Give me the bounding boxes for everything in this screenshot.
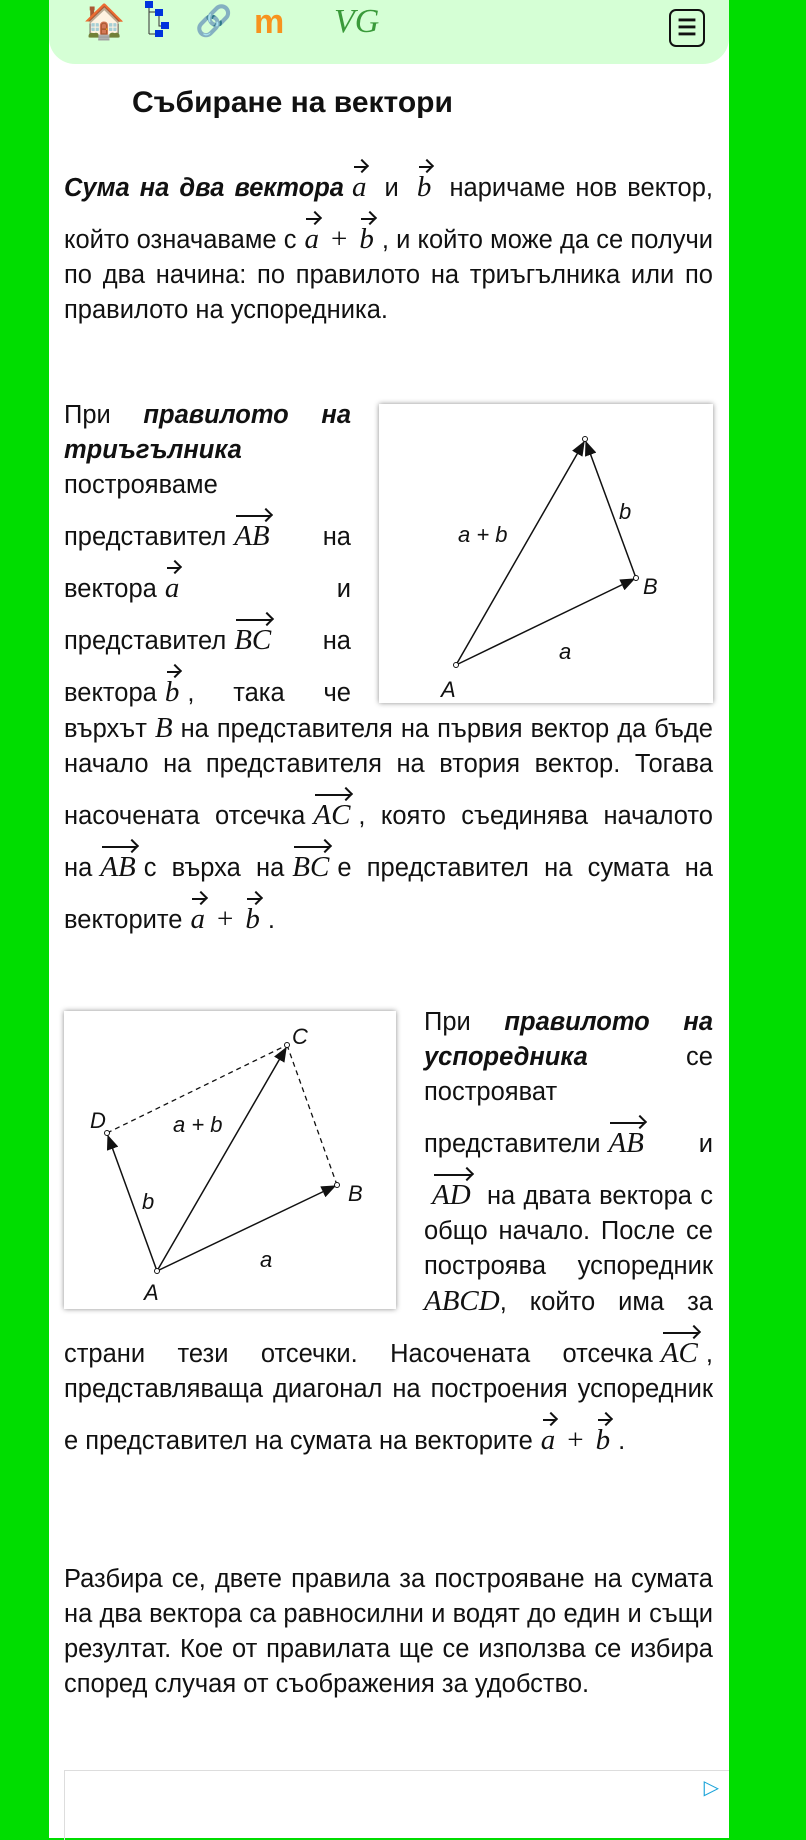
text: , която съединява началото на: [64, 802, 713, 882]
adchoices-icon[interactable]: ▷: [703, 1777, 719, 1799]
point-d: D: [90, 1108, 106, 1133]
label-a: a: [559, 639, 572, 664]
text: на представителя на първия вектор да бъде начало на представителя на втория вектор. Тогава насочената отсечка: [64, 715, 713, 830]
vector-bc: BC: [292, 834, 329, 882]
text: се построяват представители: [424, 1043, 713, 1158]
text: и: [374, 174, 409, 202]
vector-ac: AC: [661, 1320, 698, 1368]
moodle-icon[interactable]: m: [254, 3, 285, 41]
label-a: a: [260, 1247, 273, 1272]
vg-logo[interactable]: VG: [334, 3, 380, 40]
text: и представител: [64, 575, 351, 655]
vector-ab: AB: [608, 1110, 643, 1158]
paragraph-parallelogram-rule: [64, 1005, 713, 1459]
label-b: b: [619, 499, 632, 524]
text: .: [267, 906, 275, 934]
vector-a: a: [541, 1407, 556, 1455]
plus: +: [330, 223, 348, 255]
plus: +: [216, 903, 234, 935]
point-c: C: [292, 1024, 308, 1049]
term: правилото на успоредника: [424, 1008, 713, 1071]
vector-b: b: [596, 1407, 611, 1455]
vector-a-arrow: [456, 579, 634, 665]
text: с върха на: [143, 854, 285, 882]
text: на вектора: [64, 627, 351, 707]
paragraph-triangle-rule: [64, 398, 713, 938]
page-title: Събиране на вектори: [132, 86, 453, 119]
parallelogram-rule-figure: [64, 1011, 396, 1309]
link-icon[interactable]: 🔗: [195, 5, 233, 38]
text: и: [651, 1130, 713, 1158]
home-icon[interactable]: 🏠: [83, 3, 126, 41]
paragraph-definition: [64, 154, 713, 328]
label-sum: a + b: [458, 522, 508, 547]
parallelogram-name: ABCD: [424, 1285, 500, 1317]
vector-a: a: [190, 886, 205, 934]
text: наричаме нов вектор, който означаваме с: [64, 174, 713, 254]
vector-a: a: [304, 206, 319, 254]
menu-button[interactable]: ☰: [669, 9, 705, 47]
text: , който има за страни тези отсечки. Насочената отсечка: [64, 1288, 713, 1368]
triangle-rule-figure: [379, 404, 713, 703]
vector-ac: AC: [313, 782, 350, 830]
point-b: B: [348, 1181, 363, 1206]
vector-ab: AB: [234, 503, 269, 551]
text: , така че върхът: [64, 679, 351, 743]
text: на двата вектора с общо начало. После се построява успоредник: [424, 1182, 713, 1280]
paragraph-conclusion: Разбира се, двете правила за построяване на сумата на два вектора са равносилни и водят до един и същи резултат. Кое от правилата ще се използва се избира според случая от съображения за удобство.: [64, 1565, 713, 1698]
text: , и който може да се получи по два начина: по правилото на триъгълника или по правилото на успоредника.: [64, 226, 713, 324]
vector-ad: AD: [432, 1162, 471, 1210]
text: е представител на сумата на векторите: [64, 854, 713, 934]
sitemap-icon[interactable]: [144, 0, 170, 40]
top-nav: [49, 0, 729, 64]
label-b: b: [142, 1189, 155, 1214]
vector-b: b: [417, 154, 432, 202]
text: При: [424, 1008, 505, 1036]
vector-b: b: [165, 659, 180, 707]
ad-banner[interactable]: [64, 1770, 729, 1840]
point-b: B: [154, 712, 173, 744]
point-a: A: [441, 677, 456, 702]
text: При: [64, 401, 144, 429]
plus: +: [567, 1424, 584, 1456]
text: построяваме представител: [64, 471, 227, 551]
text: на вектора: [64, 523, 351, 603]
point-b: B: [643, 574, 658, 599]
vector-ab: AB: [100, 834, 135, 882]
term: правилото на триъгълника: [64, 401, 351, 464]
vector-b: b: [245, 886, 260, 934]
term: Сума на два вектора: [64, 174, 344, 202]
label-sum: a + b: [173, 1112, 223, 1137]
parallelogram-diagram: [64, 1011, 396, 1309]
vector-bc: BC: [234, 607, 271, 655]
vector-a: a: [165, 555, 180, 603]
vector-sum-arrow: [456, 442, 584, 665]
triangle-diagram: [379, 404, 713, 703]
point-a: A: [144, 1280, 159, 1305]
text: , представляваща диагонал на построения успоредник е представител на сумата на векторите: [64, 1340, 713, 1455]
vector-a: a: [352, 154, 367, 202]
text: .: [618, 1427, 626, 1455]
vector-b: b: [359, 206, 374, 254]
